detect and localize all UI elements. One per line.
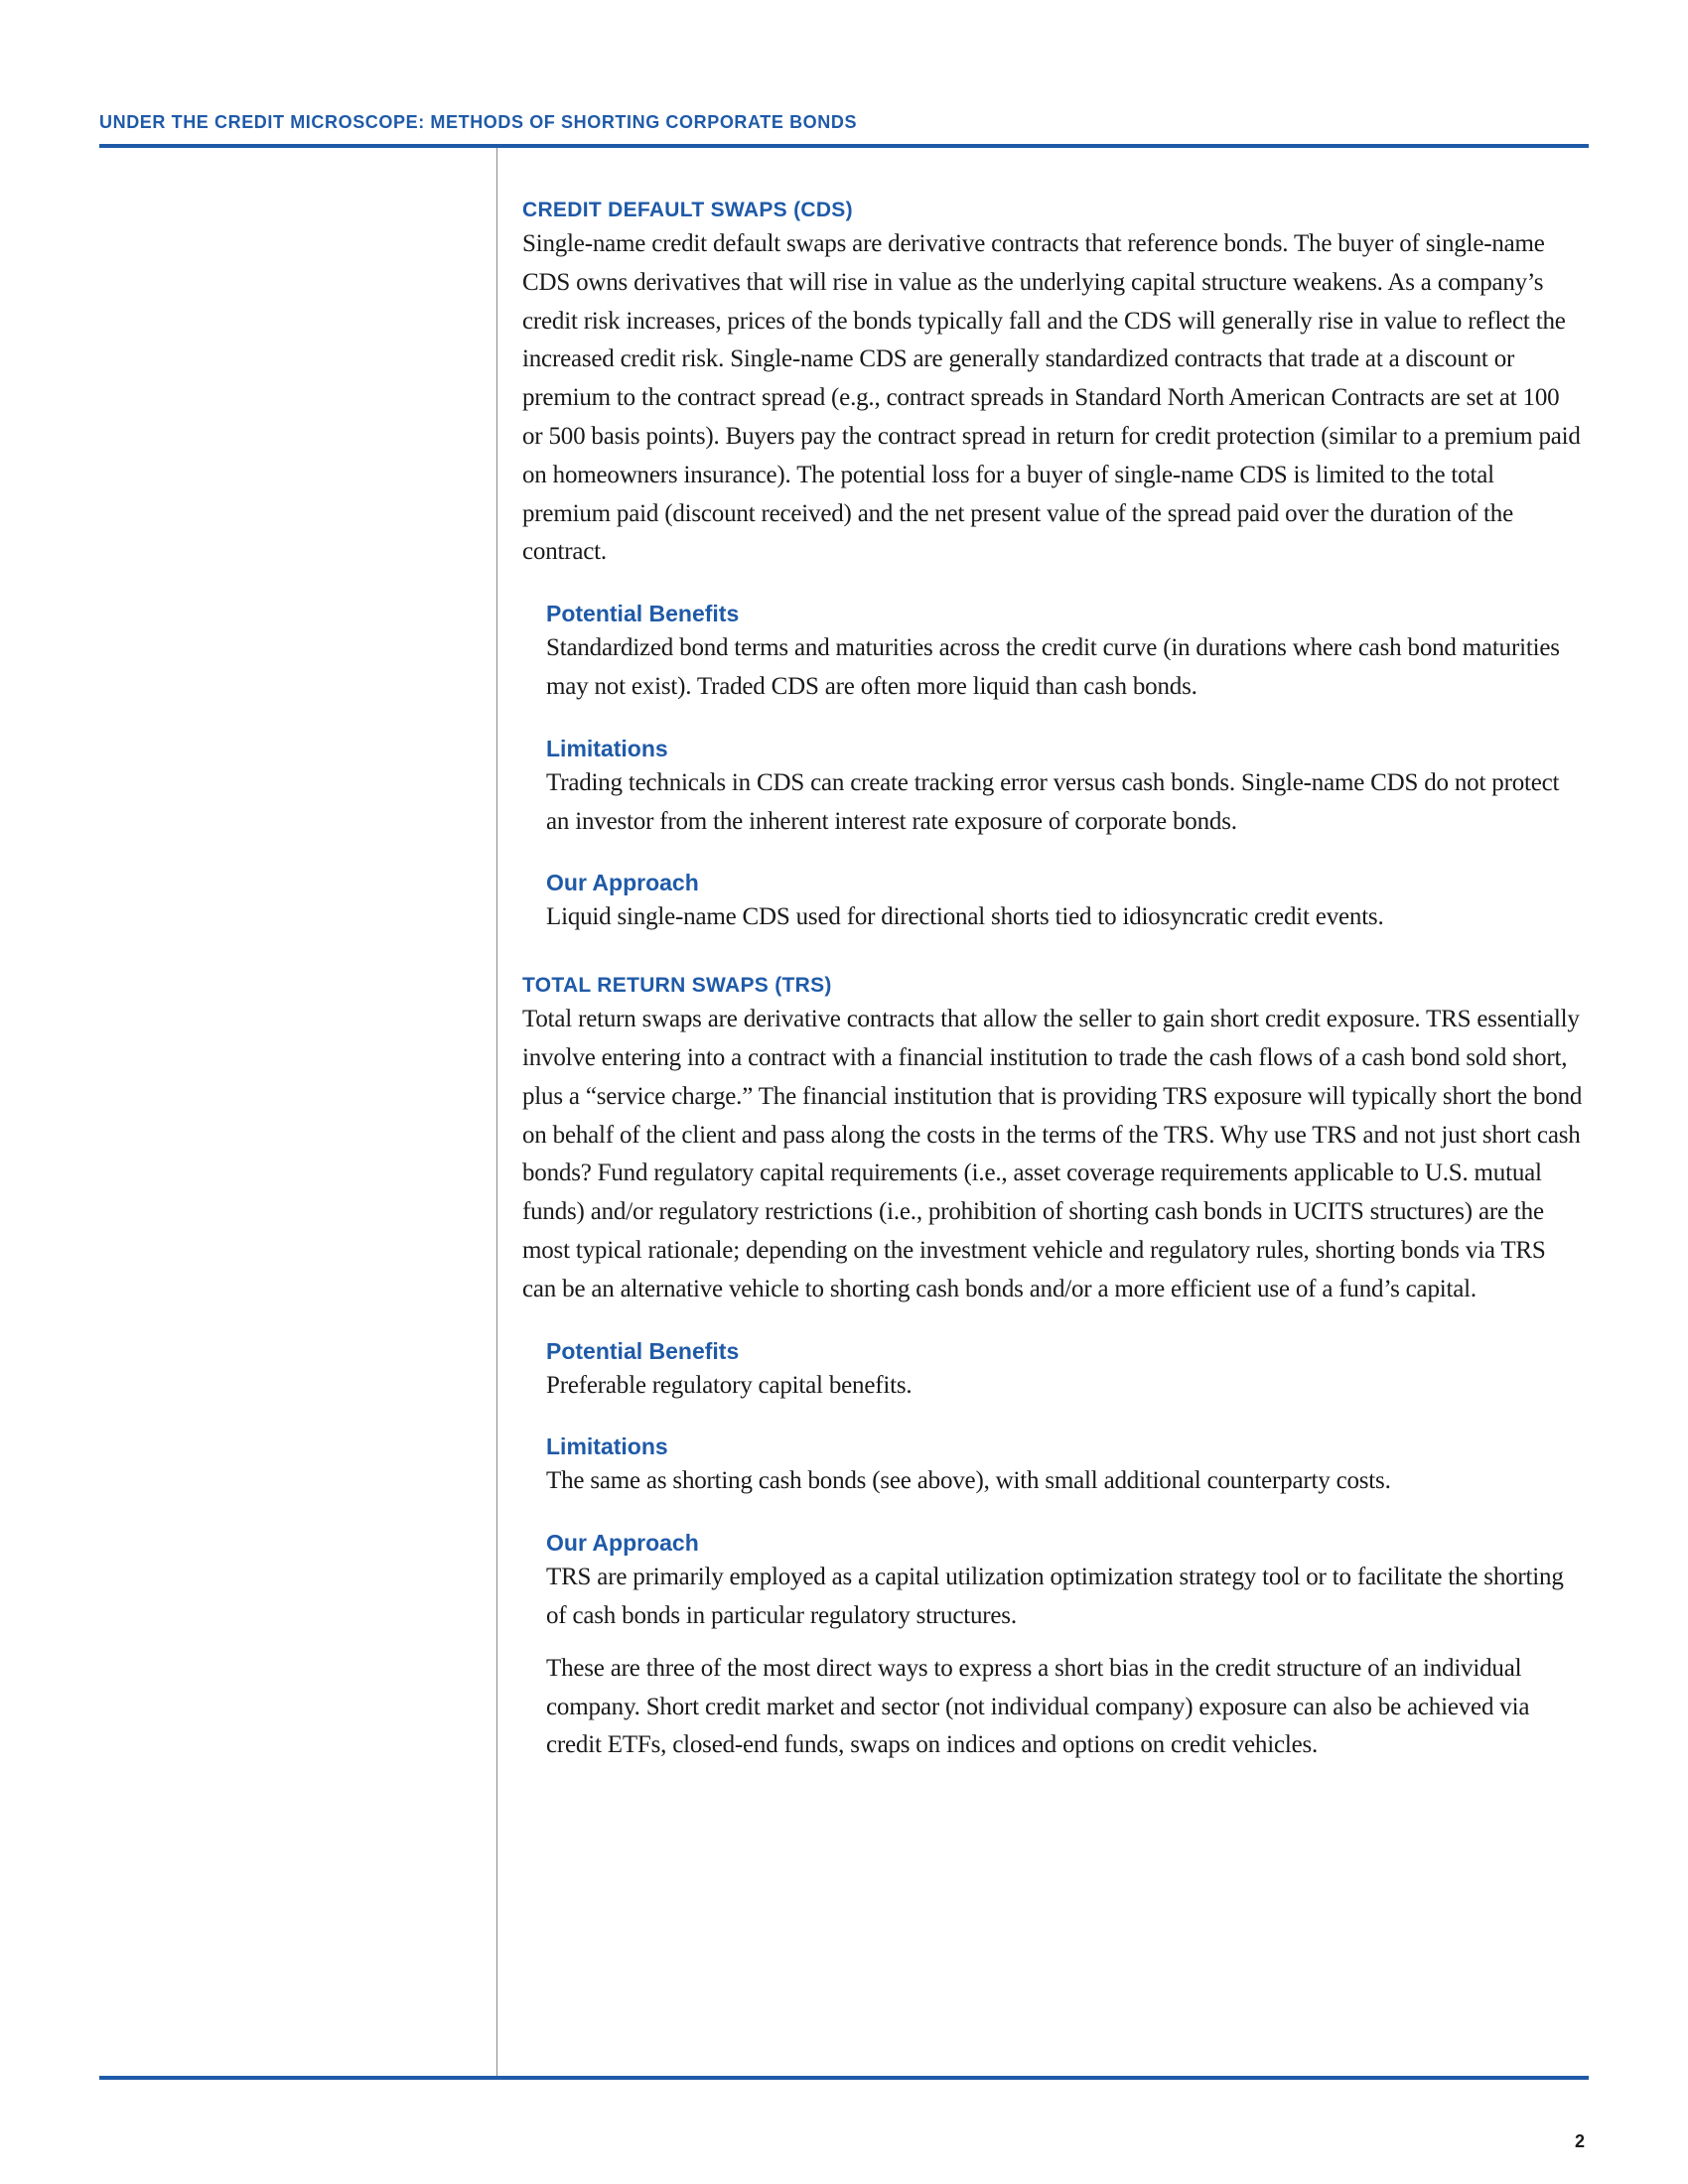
cds-approach-block: [546, 867, 1585, 937]
cds-section-heading: CREDIT DEFAULT SWAPS (CDS): [522, 199, 853, 221]
running-header-title: UNDER THE CREDIT MICROSCOPE: METHODS OF SHORTING CORPORATE BONDS: [99, 112, 858, 132]
trs-benefits-block: [546, 1335, 1585, 1406]
cds-benefits-heading: Potential Benefits: [546, 601, 740, 627]
footer-rule: [99, 2076, 1589, 2080]
trs-benefits-text: Preferable regulatory capital benefits.: [546, 1371, 913, 1399]
column-divider: [496, 148, 497, 2076]
cds-limitations-text: Trading technicals in CDS can create tracking error versus cash bonds. Single-name CDS do not protect an investor from the inherent interest rate exposure of corporate bonds.: [546, 768, 1560, 835]
cds-approach-text: Liquid single-name CDS used for directional shorts tied to idiosyncratic credit events.: [546, 903, 1384, 931]
cds-limitations-block: [546, 733, 1585, 842]
cds-intro-paragraph: Single-name credit default swaps are derivative contracts that reference bonds. The buyer of single-name CDS owns derivatives that will rise in value as the underlying capital structure weakens. As a company’s credit risk increases, prices of the bonds typically fall and the CDS will generally rise in value to reflect the increased credit risk. Single-name CDS are generally standardized contracts that trade at a discount or premium to the contract spread (e.g., contract spreads in Standard North American Contracts are set at 100 or 500 basis points). Buyers pay the contract spread in return for credit protection (similar to a premium paid on homeowners insurance). The potential loss for a buyer of single-name CDS is limited to the total premium paid (discount received) and the net present value of the spread paid over the duration of the contract.: [522, 230, 1581, 566]
cds-benefits-text: Standardized bond terms and maturities across the credit curve (in durations where cash bond maturities may not exist). Traded CDS are often more liquid than cash bonds.: [546, 634, 1560, 700]
trs-intro-paragraph: Total return swaps are derivative contracts that allow the seller to gain short credit exposure. TRS essentially involve entering into a contract with a financial institution to trade the cash flows of a cash bond sold short, plus a “service charge.” The financial institution that is providing TRS exposure will typically short the bond on behalf of the client and pass along the costs in the terms of the TRS. Why use TRS and not just short cash bonds? Fund regulatory capital requirements (i.e., asset coverage requirements applicable to U.S. mutual funds) and/or regulatory restrictions (i.e., prohibition of shorting cash bonds in UCITS structures) are the most typical rationale; depending on the investment vehicle and regulatory rules, shorting bonds via TRS can be an alternative vehicle to shorting cash bonds and/or a more efficient use of a fund’s capital.: [522, 1006, 1583, 1302]
trs-limitations-heading: Limitations: [546, 1433, 668, 1460]
cds-benefits-block: [546, 598, 1585, 707]
trs-limitations-block: [546, 1431, 1585, 1501]
page-number: 2: [1575, 2131, 1586, 2151]
trs-limitations-text: The same as shorting cash bonds (see above), with small additional counterparty costs.: [546, 1467, 1391, 1495]
trs-approach-text: TRS are primarily employed as a capital utilization optimization strategy tool or to facilitate the shorting of cash bonds in particular regulatory structures.: [546, 1564, 1564, 1629]
trs-benefits-heading: Potential Benefits: [546, 1337, 740, 1364]
closing-paragraph: These are three of the most direct ways to express a short bias in the credit structure of an individual company. Short credit market and sector (not individual company) exposure can also be achieved via credit ETFs, closed-end funds, swaps on indices and options on credit vehicles.: [546, 1654, 1530, 1759]
cds-approach-heading: Our Approach: [546, 870, 699, 896]
trs-approach-block: [546, 1527, 1585, 1765]
trs-section-heading: TOTAL RETURN SWAPS (TRS): [522, 974, 832, 998]
header-rule: [99, 144, 1589, 148]
main-content: [522, 196, 1585, 1765]
trs-approach-heading: Our Approach: [546, 1530, 699, 1557]
cds-limitations-heading: Limitations: [546, 735, 668, 761]
